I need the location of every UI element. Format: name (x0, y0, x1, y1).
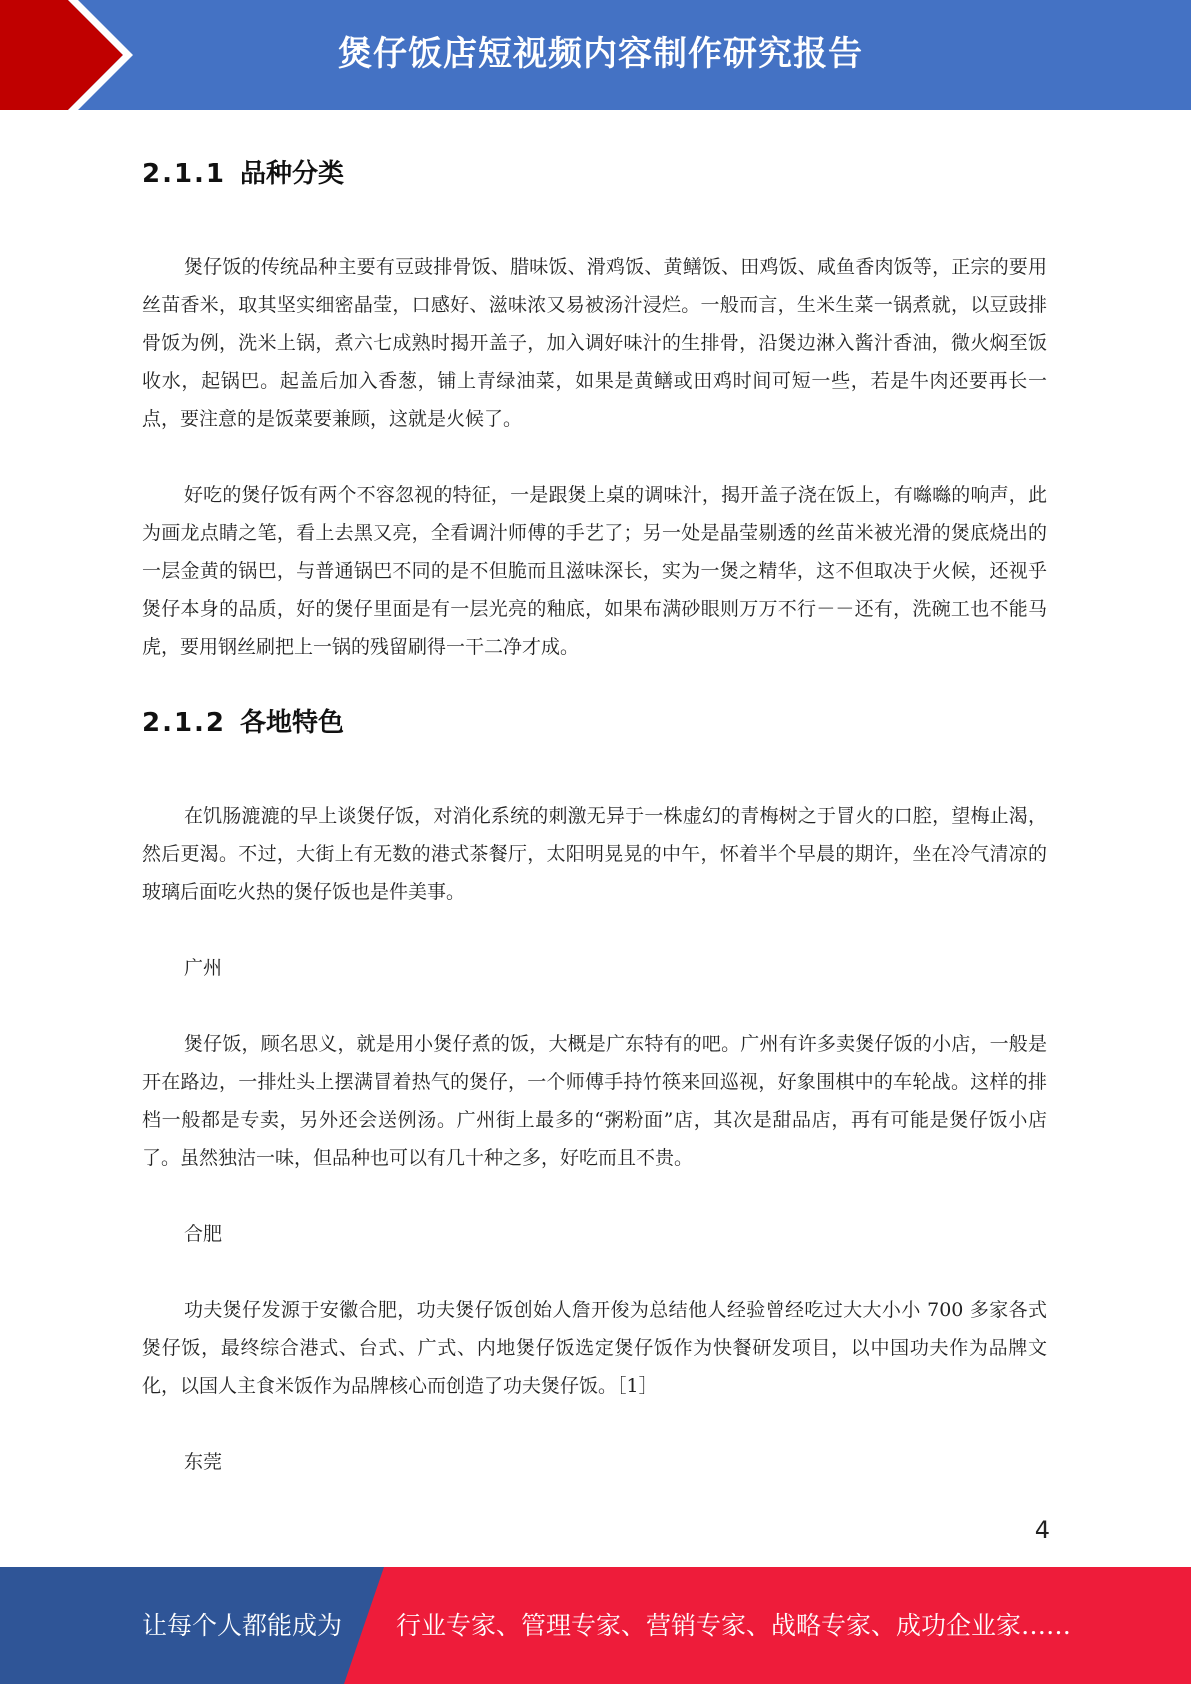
report-title: 煲仔饭店短视频内容制作研究报告 (338, 34, 863, 74)
section-heading-2-1-2 (142, 699, 1047, 747)
page-number: 4 (1034, 1516, 1050, 1544)
section-title: 各地特色 (240, 708, 345, 738)
page-footer (0, 1567, 1191, 1684)
section-title: 品种分类 (240, 159, 345, 189)
paragraph: 在饥肠漉漉的早上谈煲仔饭，对消化系统的刺激无异于一株虚幻的青梅树之于冒火的口腔，望梅止渴，然后更渴。不过，大街上有无数的港式茶餐厅，太阳明晃晃的中午，怀着半个早晨的期许，坐在冷气清凉的玻璃后面吃火热的煲仔饭也是件美事。 (142, 805, 1047, 903)
city-label-hefei: 合肥 (184, 1223, 223, 1245)
city-label-guangzhou: 广州 (184, 957, 223, 979)
section-heading-2-1-1 (142, 150, 1047, 198)
section-number: 2.1.1 (142, 159, 227, 189)
paragraph: 煲仔饭，顾名思义，就是用小煲仔煮的饭，大概是广东特有的吧。广州有许多卖煲仔饭的小店，一般是开在路边，一排灶头上摆满冒着热气的煲仔，一个师傅手持竹筷来回巡视，好象围棋中的车轮战。这样的排档一般都是专卖，另外还会送例汤。广州街上最多的“粥粉面”店，其次是甜品店，再有可能是煲仔饭小店了。虽然独沽一味，但品种也可以有几十种之多，好吃而且不贵。 (142, 1033, 1047, 1169)
page-content (142, 150, 1047, 1481)
page-header (0, 0, 1191, 110)
footer-slogan-left: 让每个人都能成为 (142, 1611, 343, 1640)
section-number: 2.1.2 (142, 708, 227, 738)
footer-slogan-right: 行业专家、管理专家、营销专家、战略专家、成功企业家…… (396, 1611, 1072, 1640)
paragraph: 好吃的煲仔饭有两个不容忽视的特征，一是跟煲上桌的调味汁，揭开盖子浇在饭上，有噝噝的响声，此为画龙点睛之笔，看上去黑又亮，全看调汁师傅的手艺了；另一处是晶莹剔透的丝苗米被光滑的煲底烧出的一层金黄的锅巴，与普通锅巴不同的是不但脆而且滋味深长，实为一煲之精华，这不但取决于火候，还视乎煲仔本身的品质，好的煲仔里面是有一层光亮的釉底，如果布满砂眼则万万不行－－还有，洗碗工也不能马虎，要用钢丝刷把上一锅的残留刷得一干二净才成。 (142, 484, 1047, 658)
paragraph: 功夫煲仔发源于安徽合肥，功夫煲仔饭创始人詹开俊为总结他人经验曾经吃过大大小小 700 多家各式煲仔饭，最终综合港式、台式、广式、内地煲仔饭选定煲仔饭作为快餐研发项目，以中国功夫作为品牌文化，以国人主食米饭作为品牌核心而创造了功夫煲仔饭。［1］ (142, 1299, 1047, 1397)
city-label-dongguan: 东莞 (184, 1451, 223, 1473)
paragraph: 煲仔饭的传统品种主要有豆豉排骨饭、腊味饭、滑鸡饭、黄鳝饭、田鸡饭、咸鱼香肉饭等，正宗的要用丝苗香米，取其坚实细密晶莹，口感好、滋味浓又易被汤汁浸烂。一般而言，生米生菜一锅煮就，以豆豉排骨饭为例，洗米上锅，煮六七成熟时揭开盖子，加入调好味汁的生排骨，沿煲边淋入酱汁香油，微火焖至饭收水，起锅巴。起盖后加入香葱，铺上青绿油菜，如果是黄鳝或田鸡时间可短一些，若是牛肉还要再长一点，要注意的是饭菜要兼顾，这就是火候了。 (142, 256, 1047, 430)
